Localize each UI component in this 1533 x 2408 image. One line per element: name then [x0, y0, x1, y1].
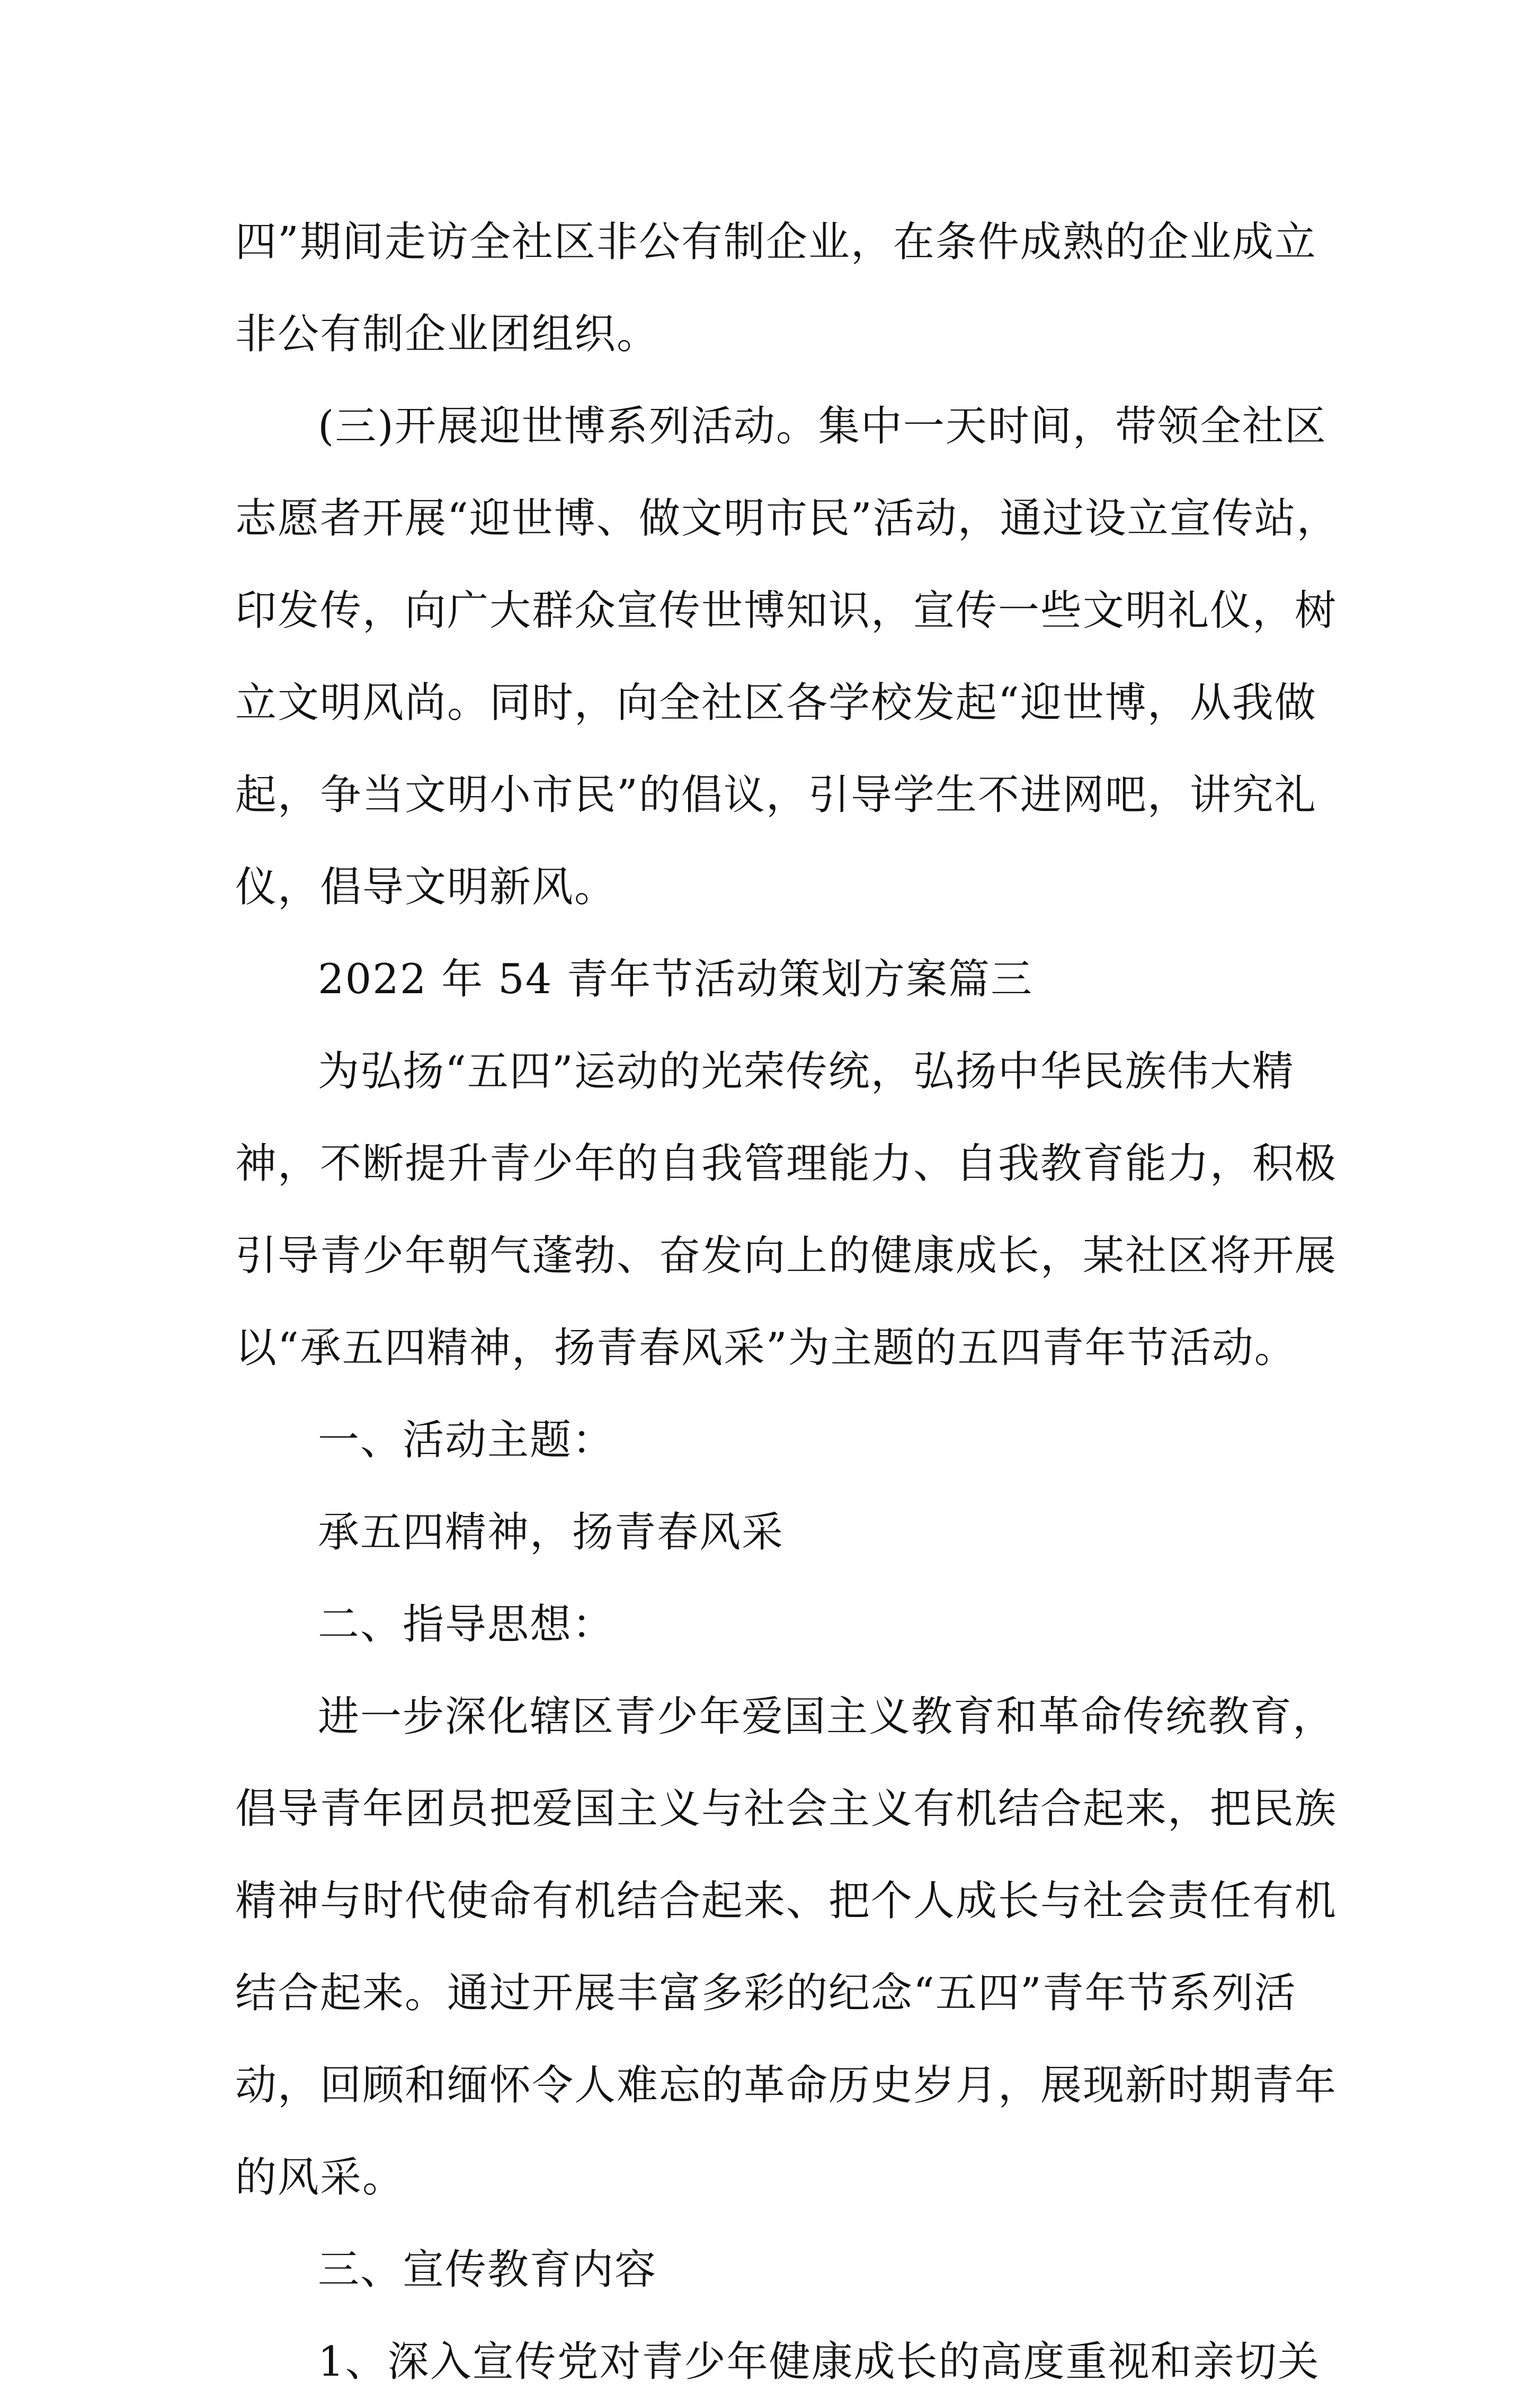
body-line: 引导青少年朝气蓬勃、奋发向上的健康成长，某社区将开展 [235, 1232, 1338, 1280]
body-line: 立文明风尚。同时，向全社区各学校发起“迎世博，从我做 [235, 679, 1317, 727]
body-line: 神，不断提升青少年的自我管理能力、自我教育能力，积极 [235, 1140, 1338, 1188]
section-heading: 三、宣传教育内容 [318, 2246, 657, 2294]
section-heading: 一、活动主题： [318, 1416, 615, 1464]
theme-line: 承五四精神，扬青春风采 [318, 1509, 785, 1556]
body-line: 非公有制企业团组织。 [235, 310, 659, 358]
body-line: 以“承五四精神，扬青春风采”为主题的五四青年节活动。 [235, 1324, 1297, 1372]
document-body [235, 196, 1339, 2408]
body-line: 为弘扬“五四”运动的光荣传统，弘扬中华民族伟大精 [318, 1048, 1295, 1095]
body-line: 结合起来。通过开展丰富多彩的纪念“五四”青年节系列活 [235, 1969, 1297, 2017]
body-line: 动，回顾和缅怀令人难忘的革命历史岁月，展现新时期青年 [235, 2062, 1338, 2109]
body-line: 四”期间走访全社区非公有制企业，在条件成熟的企业成立 [235, 218, 1317, 266]
section-heading: 二、指导思想： [318, 1601, 615, 1648]
body-line: 仪，倡导文明新风。 [235, 863, 617, 911]
body-line: 1、深入宣传党对青少年健康成长的高度重视和亲切关 [318, 2338, 1320, 2386]
body-line: 印发传，向广大群众宣传世博知识，宣传一些文明礼仪，树 [235, 587, 1338, 635]
chapter-title: 2022 年 54 青年节活动策划方案篇三 [318, 956, 1033, 1003]
body-line: 的风采。 [235, 2154, 405, 2201]
section-heading: (三)开展迎世博系列活动。集中一天时间，带领全社区 [318, 403, 1327, 450]
body-line: 志愿者开展“迎世博、做文明市民”活动，通过设立宣传站， [235, 495, 1339, 542]
body-line: 起，争当文明小市民”的倡议，引导学生不进网吧，讲究礼 [235, 771, 1317, 819]
body-line: 精神与时代使命有机结合起来、把个人成长与社会责任有机 [235, 1877, 1338, 1925]
body-line: 进一步深化辖区青少年爱国主义教育和革命传统教育， [318, 1693, 1335, 1741]
body-line: 倡导青年团员把爱国主义与社会主义有机结合起来，把民族 [235, 1785, 1338, 1833]
